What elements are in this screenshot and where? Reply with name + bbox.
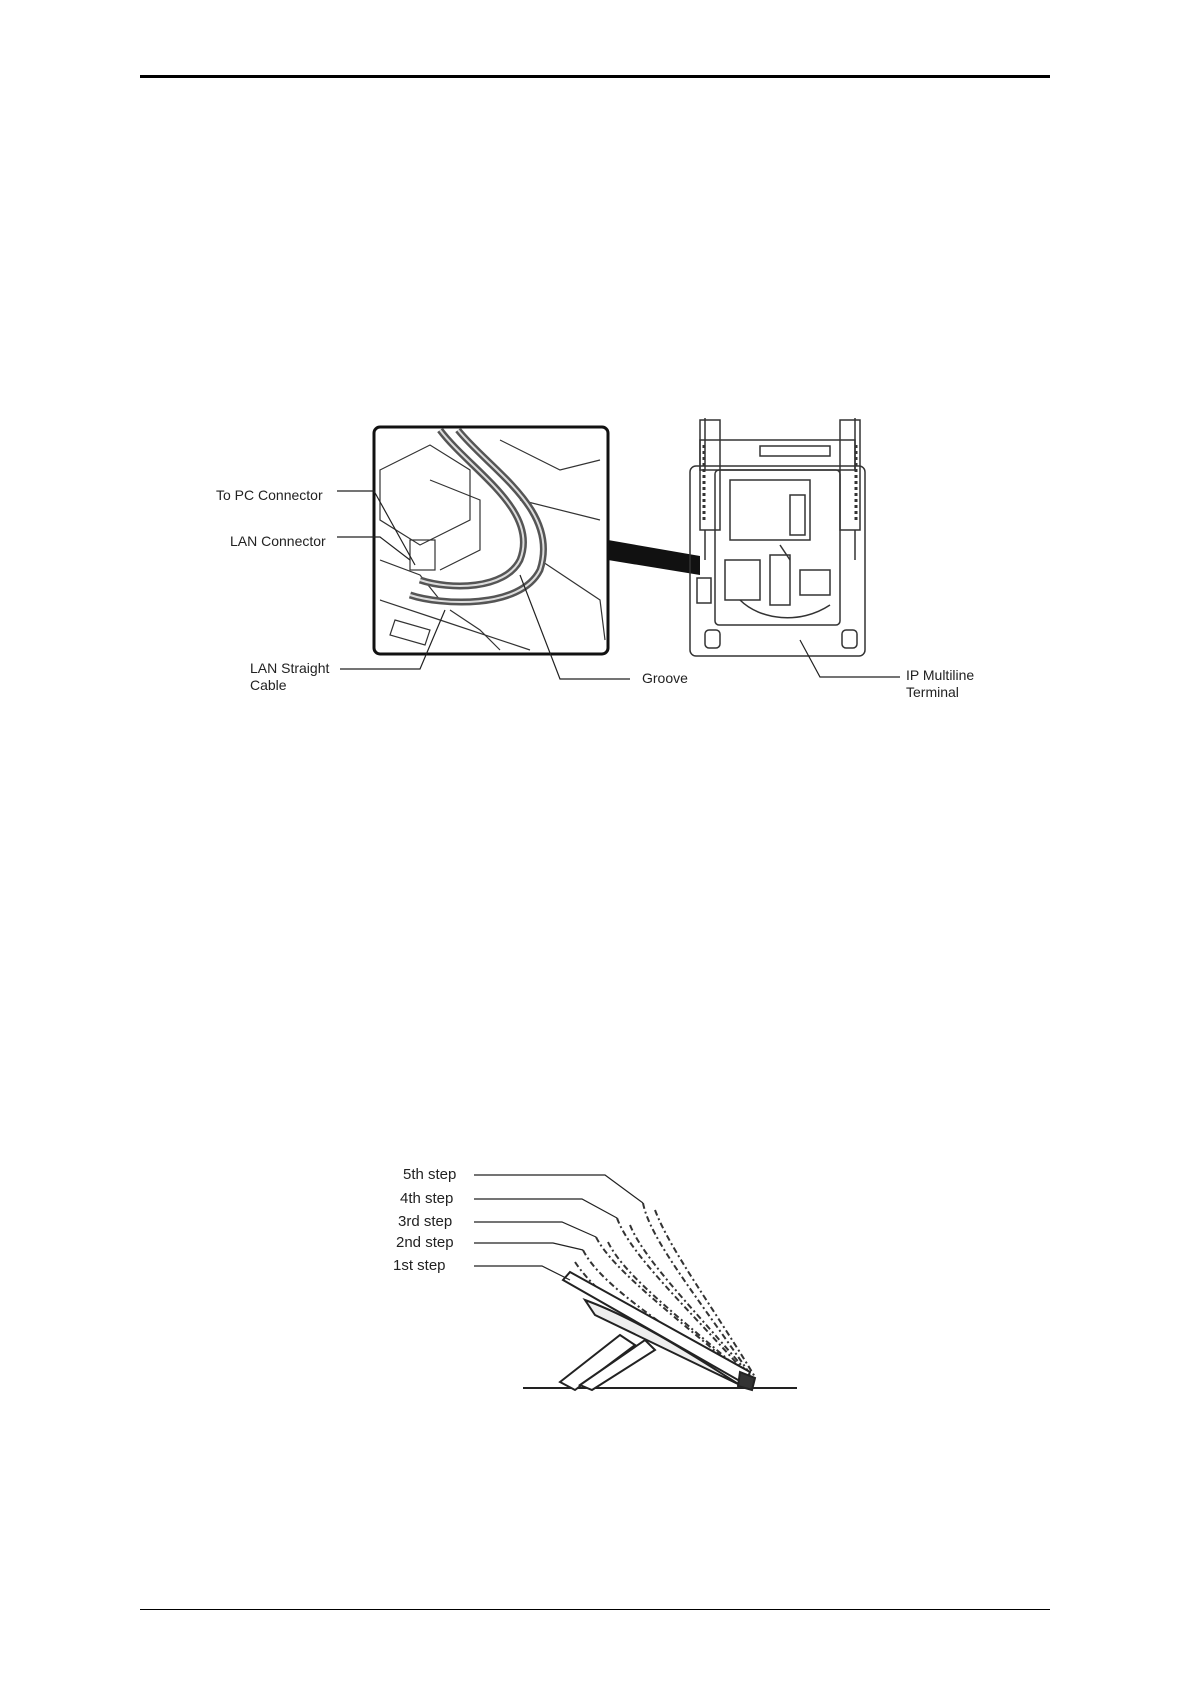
callout-lan-connector: LAN Connector	[230, 533, 326, 549]
step-label-5: 5th step	[403, 1166, 457, 1183]
step-label-3: 3rd step	[398, 1213, 453, 1230]
callout-groove: Groove	[642, 670, 688, 686]
callout-ip-multiline-terminal: IP Multiline Terminal	[906, 667, 975, 700]
footer-rule	[140, 1609, 1050, 1610]
callout-to-pc-connector: To PC Connector	[216, 487, 323, 503]
step-leader-4	[474, 1199, 617, 1218]
step-leader-2	[474, 1243, 583, 1250]
step-leader-1	[474, 1266, 570, 1280]
step-label-2: 2nd step	[396, 1234, 454, 1251]
step-label-1: 1st step	[393, 1257, 446, 1274]
step-leader-3	[474, 1222, 596, 1237]
step-label-4: 4th step	[400, 1190, 454, 1207]
callout-lan-straight-cable: LAN Straight Cable	[250, 660, 330, 693]
